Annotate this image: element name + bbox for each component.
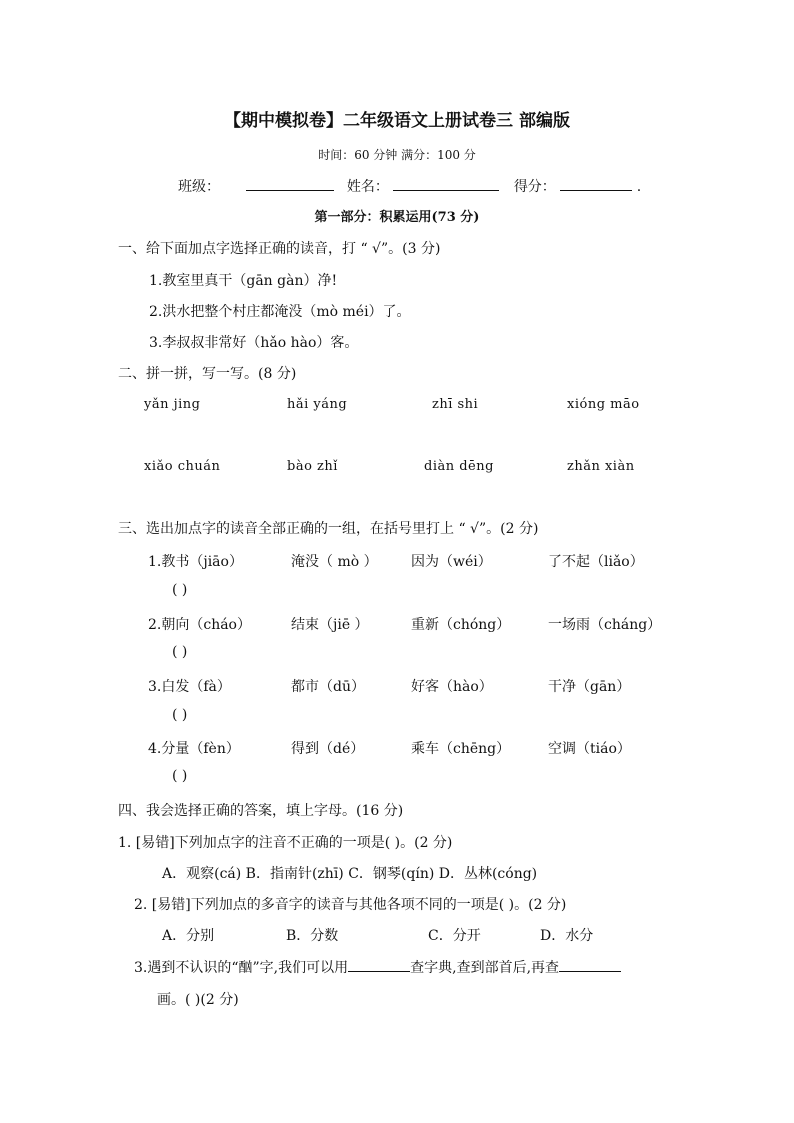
q3-row1-opt4: 了不起（liǎo） xyxy=(548,554,644,570)
pinyin-item: xiǎo chuán xyxy=(144,459,221,474)
score-label: 得分： xyxy=(513,179,556,195)
pinyin-item: zhī shi xyxy=(432,397,479,412)
section-three-heading: 三、选出加点字的读音全部正确的一组，在括号里打上 “ √”。(2 分) xyxy=(118,521,539,537)
pinyin-item: yǎn jing xyxy=(144,397,201,412)
page-title: 【期中模拟卷】二年级语文上册试卷三 部编版 xyxy=(224,111,570,131)
section-two-heading: 二、拼一拼，写一写。(8 分) xyxy=(118,366,297,382)
q4-sub3-line1 xyxy=(134,957,621,977)
q4-sub3-line2: 画。( )(2 分) xyxy=(157,992,239,1008)
q3-row1-opt2: 淹没（ mò ） xyxy=(291,554,378,570)
info-end: . xyxy=(636,179,642,195)
q4-sub2-opt-a: A．分别 xyxy=(162,928,215,944)
q3-row3-opt3: 好客（hào） xyxy=(411,679,493,695)
q4-sub1: 1. [易错]下列加点字的注音不正确的一项是( )。(2 分) xyxy=(118,835,453,851)
student-info-row xyxy=(178,176,641,196)
q3-row2-opt3: 重新（chóng） xyxy=(411,617,511,633)
q4-sub2-opt-d: D．水分 xyxy=(540,928,594,944)
q3-row2-opt4: 一场雨（cháng） xyxy=(548,617,662,633)
pinyin-item: xióng māo xyxy=(567,397,640,412)
q3-row2-opt2: 结束（jiē ） xyxy=(291,617,369,633)
class-label: 班级： xyxy=(178,179,220,195)
pinyin-item: zhǎn xiàn xyxy=(567,459,635,474)
answer-paren[interactable]: ( ) xyxy=(172,582,188,598)
q3-row4-opt2: 得到（dé） xyxy=(291,741,365,757)
name-blank[interactable] xyxy=(393,176,499,191)
exam-meta: 时间：60 分钟 满分：100 分 xyxy=(318,148,476,162)
q3-row3-opt1: 3.白发（fà） xyxy=(148,679,231,695)
q3-row3-opt2: 都市（dū） xyxy=(291,679,365,695)
q4-sub3-text-a: 3.遇到不认识的“酗”字,我们可以用 xyxy=(134,960,349,976)
q3-row1-opt3: 因为（wéi） xyxy=(411,554,492,570)
pinyin-item: hǎi yáng xyxy=(287,397,348,412)
q4-sub2-opt-c: C．分开 xyxy=(428,928,481,944)
answer-paren[interactable]: ( ) xyxy=(172,707,188,723)
class-blank[interactable] xyxy=(246,176,334,191)
q4-sub3-text-b: 查字典,查到部首后,再查 xyxy=(410,960,560,976)
answer-paren[interactable]: ( ) xyxy=(172,768,188,784)
q4-sub2-opt-b: B．分数 xyxy=(286,928,339,944)
section-one-heading: 一、给下面加点字选择正确的读音，打 “ √”。(3 分) xyxy=(118,241,441,257)
q4-sub3-blank-1[interactable] xyxy=(348,957,410,972)
q3-row4-opt3: 乘车（chēng） xyxy=(411,741,511,757)
q4-sub2: 2. [易错]下列加点的多音字的读音与其他各项不同的一项是( )。(2 分) xyxy=(134,897,567,913)
section-four-heading: 四、我会选择正确的答案，填上字母。(16 分) xyxy=(118,803,404,819)
answer-paren[interactable]: ( ) xyxy=(172,644,188,660)
q3-row4-opt4: 空调（tiáo） xyxy=(548,741,631,757)
q3-row4-opt1: 4.分量（fèn） xyxy=(148,741,240,757)
part-one-heading: 第一部分：积累运用(73 分) xyxy=(314,210,480,225)
name-label: 姓名： xyxy=(346,179,389,195)
q4-sub1-options: A．观察(cá) B．指南针(zhī) C．钢琴(qín) D．丛林(cóng) xyxy=(162,866,538,882)
score-blank[interactable] xyxy=(560,176,632,191)
q3-row3-opt4: 干净（gān） xyxy=(548,679,631,695)
q1-item-3: 3.李叔叔非常好（hǎo hào）客。 xyxy=(149,335,359,351)
q1-item-1: 1.教室里真干（gān gàn）净! xyxy=(149,273,338,289)
q3-row1-opt1: 1.教书（jiāo） xyxy=(148,554,243,570)
q3-row2-opt1: 2.朝向（cháo） xyxy=(148,617,251,633)
pinyin-item: diàn dēng xyxy=(424,459,494,474)
q4-sub3-blank-2[interactable] xyxy=(559,957,621,972)
q1-item-2: 2.洪水把整个村庄都淹没（mò méi）了。 xyxy=(149,304,411,320)
pinyin-item: bào zhǐ xyxy=(287,459,338,474)
